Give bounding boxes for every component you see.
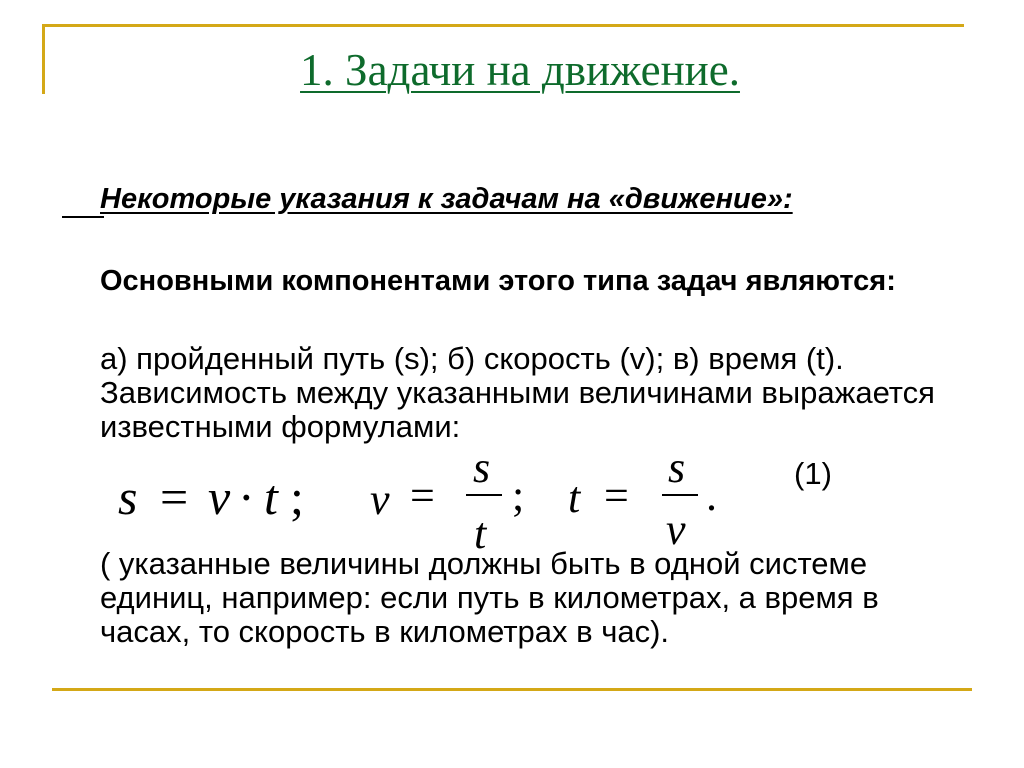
intro-paragraph: Основными компонентами этого типа задач являются: <box>100 265 896 297</box>
formula-1-v: v <box>208 469 231 525</box>
formula-2-equals: = <box>410 471 435 520</box>
subheading: Некоторые указания к задачам на «движение»: <box>100 183 793 215</box>
top-decorative-rule <box>42 24 964 27</box>
formula-2-numerator: s <box>473 443 491 492</box>
formula-1-dot: · <box>238 469 255 525</box>
equation-number: (1) <box>794 456 832 491</box>
formula-2-fraction-bar <box>466 494 502 496</box>
formula-3-denominator: v <box>666 505 686 554</box>
formula-3-numerator: s <box>668 443 686 492</box>
slide-title: 1. Задачи на движение. <box>300 45 740 95</box>
formula-2-denominator: t <box>474 509 487 558</box>
formula-3-t: t <box>568 473 581 522</box>
formula-1-s: s <box>118 469 138 525</box>
formula-1-t: t <box>264 469 278 525</box>
formula-1-equals: = <box>160 469 189 525</box>
bottom-decorative-rule <box>52 688 972 691</box>
formula-2-v: v <box>370 475 390 524</box>
formula-3-equals: = <box>604 471 629 520</box>
formula-1-semicolon: ; <box>290 469 304 525</box>
subheading-underline-extension <box>62 216 104 218</box>
body-paragraph: а) пройденный путь (s); б) скорость (v); в) время (t). Зависимость между указанными величинами выражается известными формулами: <box>100 341 935 444</box>
formula-3-fraction-bar <box>662 494 698 496</box>
formula-3-period: . <box>706 471 717 520</box>
formula-2-semicolon: ; <box>512 471 525 520</box>
note-paragraph: ( указанные величины должны быть в одной системе единиц, например: если путь в километрах, а время в часах, то скорость в километрах в час). <box>100 546 879 649</box>
